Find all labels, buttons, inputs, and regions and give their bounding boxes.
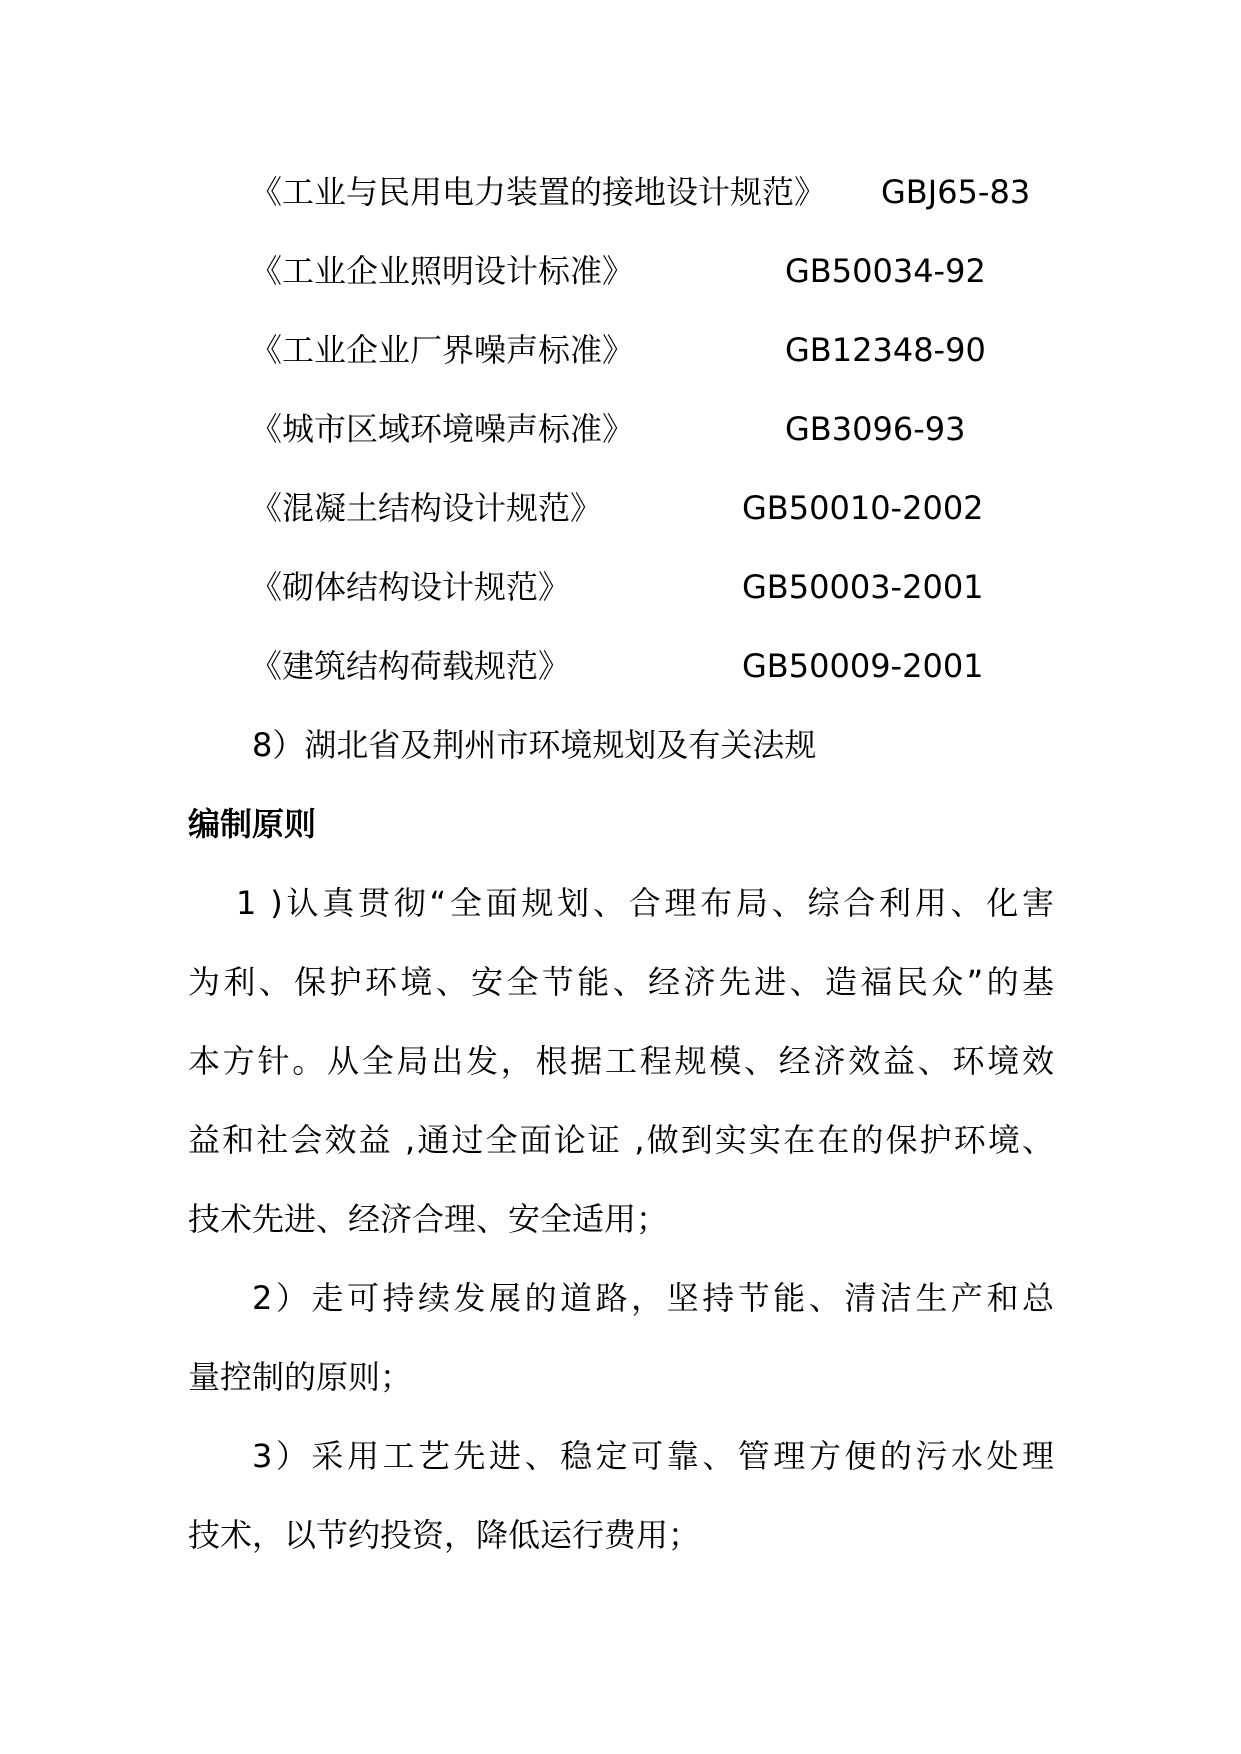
standard-code: GB12348-90 bbox=[785, 331, 986, 369]
paragraph-text: 技术，以节约投资，降低运行费用； bbox=[188, 1516, 701, 1554]
list-item-text: 8）湖北省及荆州市环境规划及有关法规 bbox=[252, 726, 817, 764]
standard-code: GB50003-2001 bbox=[742, 568, 984, 606]
standard-row bbox=[0, 483, 1241, 533]
standard-row bbox=[0, 325, 1241, 375]
standard-code: GB50010-2002 bbox=[742, 489, 984, 527]
paragraph-line: 益和社会效益 ,通过全面论证 ,做到实实在在的保护环境、 bbox=[188, 1121, 1054, 1159]
standard-code: GB50034-92 bbox=[785, 252, 986, 290]
paragraph-line: 2）走可持续发展的道路，坚持节能、清洁生产和总 bbox=[252, 1279, 1054, 1317]
paragraph-text: 量控制的原则； bbox=[188, 1358, 413, 1396]
standard-title: 《城市区域环境噪声标准》 bbox=[250, 410, 635, 448]
standard-code: GB3096-93 bbox=[785, 410, 966, 448]
standard-row bbox=[0, 641, 1241, 691]
standard-row bbox=[0, 562, 1241, 612]
standard-title: 《混凝土结构设计规范》 bbox=[250, 489, 603, 527]
standard-code: GBJ65-83 bbox=[881, 173, 1031, 211]
paragraph-line: 为利、保护环境、安全节能、经济先进、造福民众”的基 bbox=[188, 963, 1054, 1001]
paragraph-text: 技术先进、经济合理、安全适用； bbox=[188, 1200, 669, 1238]
paragraph-line: 本方针。从全局出发，根据工程规模、经济效益、环境效 bbox=[188, 1042, 1054, 1080]
standard-code: GB50009-2001 bbox=[742, 647, 984, 685]
standard-title: 《工业企业厂界噪声标准》 bbox=[250, 331, 635, 369]
paragraph-line: 1 )认真贯彻“全面规划、合理布局、综合利用、化害 bbox=[236, 884, 1054, 922]
paragraph-line: 3）采用工艺先进、稳定可靠、管理方便的污水处理 bbox=[252, 1437, 1054, 1475]
section-heading-text: 编制原则 bbox=[188, 805, 317, 843]
standard-title: 《工业企业照明设计标准》 bbox=[250, 252, 635, 290]
standard-row bbox=[0, 167, 1241, 217]
standard-title: 《工业与民用电力装置的接地设计规范》 bbox=[250, 173, 827, 211]
standard-row bbox=[0, 246, 1241, 296]
standard-title: 《建筑结构荷载规范》 bbox=[250, 647, 571, 685]
standard-title: 《砌体结构设计规范》 bbox=[250, 568, 571, 606]
standard-row bbox=[0, 404, 1241, 454]
